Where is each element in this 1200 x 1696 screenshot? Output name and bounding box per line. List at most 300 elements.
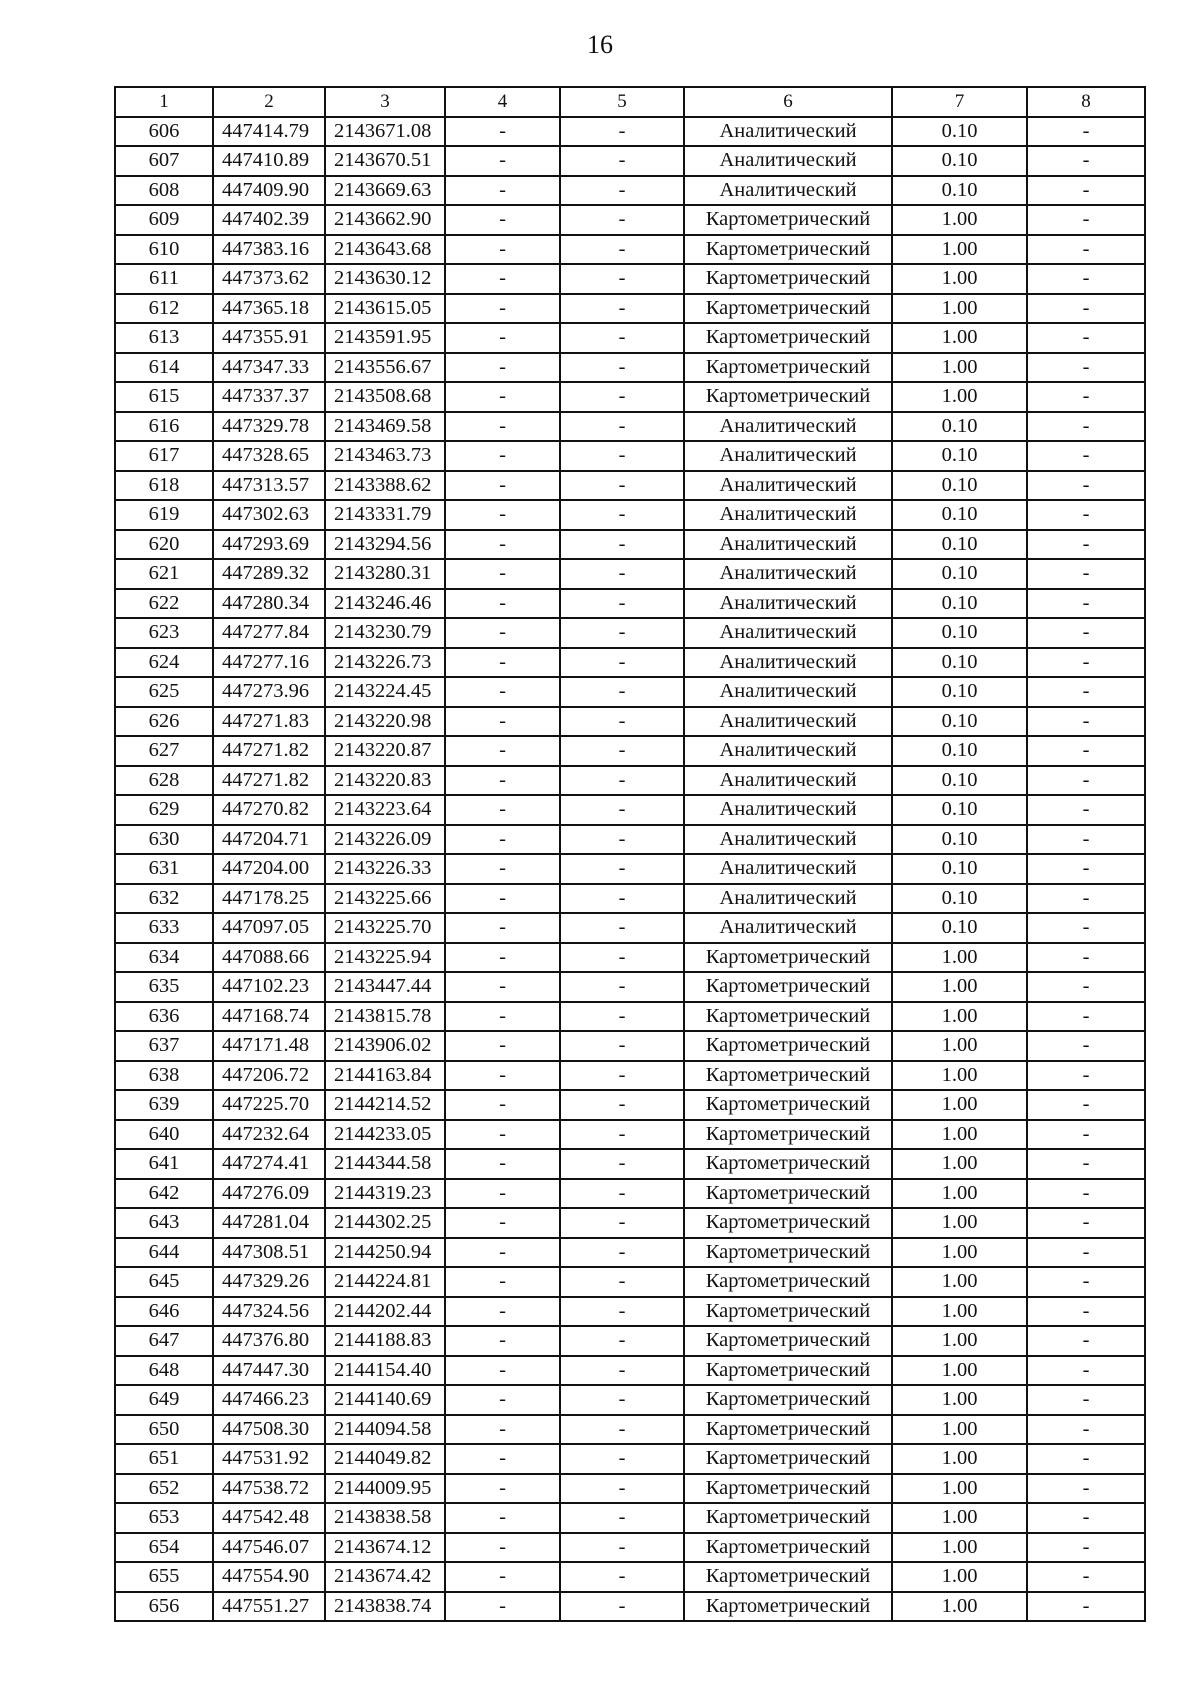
column-4-cell: - [445, 1385, 560, 1415]
method-cell: Картометрический [684, 1149, 892, 1179]
x-coordinate-cell: 447373.62 [213, 264, 325, 294]
y-coordinate-cell: 2143224.45 [325, 677, 445, 707]
method-cell: Картометрический [684, 1326, 892, 1356]
point-number-cell: 615 [115, 382, 213, 412]
column-4-cell: - [445, 1120, 560, 1150]
x-coordinate-cell: 447324.56 [213, 1297, 325, 1327]
y-coordinate-cell: 2143246.46 [325, 589, 445, 619]
accuracy-cell: 0.10 [892, 736, 1027, 766]
y-coordinate-cell: 2143226.33 [325, 854, 445, 884]
column-8-cell: - [1027, 1031, 1145, 1061]
accuracy-cell: 0.10 [892, 766, 1027, 796]
column-8-cell: - [1027, 913, 1145, 943]
column-8-cell: - [1027, 205, 1145, 235]
table-row [115, 323, 1145, 353]
column-8-cell: - [1027, 825, 1145, 855]
column-8-cell: - [1027, 1562, 1145, 1592]
y-coordinate-cell: 2144319.23 [325, 1179, 445, 1209]
accuracy-cell: 1.00 [892, 235, 1027, 265]
column-8-cell: - [1027, 1503, 1145, 1533]
x-coordinate-cell: 447308.51 [213, 1238, 325, 1268]
point-number-cell: 634 [115, 943, 213, 973]
column-5-cell: - [560, 441, 684, 471]
x-coordinate-cell: 447171.48 [213, 1031, 325, 1061]
x-coordinate-cell: 447206.72 [213, 1061, 325, 1091]
table-row [115, 235, 1145, 265]
y-coordinate-cell: 2143662.90 [325, 205, 445, 235]
y-coordinate-cell: 2144302.25 [325, 1208, 445, 1238]
table-row [115, 677, 1145, 707]
y-coordinate-cell: 2143280.31 [325, 559, 445, 589]
column-4-cell: - [445, 1267, 560, 1297]
table-row [115, 353, 1145, 383]
accuracy-cell: 0.10 [892, 471, 1027, 501]
column-8-cell: - [1027, 1326, 1145, 1356]
y-coordinate-cell: 2143225.94 [325, 943, 445, 973]
accuracy-cell: 1.00 [892, 1090, 1027, 1120]
method-cell: Аналитический [684, 913, 892, 943]
column-4-cell: - [445, 382, 560, 412]
x-coordinate-cell: 447402.39 [213, 205, 325, 235]
point-number-cell: 621 [115, 559, 213, 589]
table-row [115, 1120, 1145, 1150]
x-coordinate-cell: 447329.26 [213, 1267, 325, 1297]
method-cell: Аналитический [684, 176, 892, 206]
method-cell: Аналитический [684, 884, 892, 914]
y-coordinate-cell: 2143447.44 [325, 972, 445, 1002]
y-coordinate-cell: 2143226.73 [325, 648, 445, 678]
column-8-cell: - [1027, 1120, 1145, 1150]
column-5-cell: - [560, 589, 684, 619]
table-row [115, 854, 1145, 884]
x-coordinate-cell: 447337.37 [213, 382, 325, 412]
point-number-cell: 623 [115, 618, 213, 648]
point-number-cell: 626 [115, 707, 213, 737]
column-4-cell: - [445, 471, 560, 501]
point-number-cell: 653 [115, 1503, 213, 1533]
point-number-cell: 607 [115, 146, 213, 176]
table-row [115, 1238, 1145, 1268]
column-5-cell: - [560, 235, 684, 265]
table-row [115, 1208, 1145, 1238]
method-cell: Картометрический [684, 382, 892, 412]
method-cell: Аналитический [684, 825, 892, 855]
method-cell: Аналитический [684, 736, 892, 766]
point-number-cell: 638 [115, 1061, 213, 1091]
table-header-row [115, 87, 1145, 117]
column-4-cell: - [445, 1415, 560, 1445]
table-row [115, 117, 1145, 147]
y-coordinate-cell: 2144250.94 [325, 1238, 445, 1268]
table-row [115, 972, 1145, 1002]
column-4-cell: - [445, 294, 560, 324]
column-5-cell: - [560, 913, 684, 943]
point-number-cell: 649 [115, 1385, 213, 1415]
accuracy-cell: 1.00 [892, 294, 1027, 324]
table-row [115, 943, 1145, 973]
page-number: 16 [587, 30, 613, 59]
column-8-cell: - [1027, 1002, 1145, 1032]
table-row [115, 205, 1145, 235]
point-number-cell: 622 [115, 589, 213, 619]
column-header: 4 [445, 87, 560, 117]
column-5-cell: - [560, 530, 684, 560]
y-coordinate-cell: 2143838.74 [325, 1592, 445, 1622]
method-cell: Аналитический [684, 117, 892, 147]
point-number-cell: 620 [115, 530, 213, 560]
column-5-cell: - [560, 1592, 684, 1622]
y-coordinate-cell: 2143674.42 [325, 1562, 445, 1592]
y-coordinate-cell: 2143294.56 [325, 530, 445, 560]
table-row [115, 736, 1145, 766]
accuracy-cell: 1.00 [892, 353, 1027, 383]
x-coordinate-cell: 447347.33 [213, 353, 325, 383]
column-5-cell: - [560, 323, 684, 353]
column-8-cell: - [1027, 589, 1145, 619]
accuracy-cell: 1.00 [892, 1149, 1027, 1179]
point-number-cell: 606 [115, 117, 213, 147]
point-number-cell: 630 [115, 825, 213, 855]
column-5-cell: - [560, 1208, 684, 1238]
table-row [115, 618, 1145, 648]
column-4-cell: - [445, 176, 560, 206]
y-coordinate-cell: 2143508.68 [325, 382, 445, 412]
point-number-cell: 654 [115, 1533, 213, 1563]
column-5-cell: - [560, 825, 684, 855]
x-coordinate-cell: 447102.23 [213, 972, 325, 1002]
point-number-cell: 639 [115, 1090, 213, 1120]
column-5-cell: - [560, 618, 684, 648]
table-row [115, 1533, 1145, 1563]
method-cell: Картометрический [684, 1444, 892, 1474]
column-5-cell: - [560, 943, 684, 973]
accuracy-cell: 1.00 [892, 382, 1027, 412]
point-number-cell: 611 [115, 264, 213, 294]
column-5-cell: - [560, 736, 684, 766]
x-coordinate-cell: 447088.66 [213, 943, 325, 973]
point-number-cell: 641 [115, 1149, 213, 1179]
method-cell: Картометрический [684, 264, 892, 294]
method-cell: Картометрический [684, 1297, 892, 1327]
column-header: 3 [325, 87, 445, 117]
x-coordinate-cell: 447531.92 [213, 1444, 325, 1474]
accuracy-cell: 1.00 [892, 323, 1027, 353]
y-coordinate-cell: 2143671.08 [325, 117, 445, 147]
column-4-cell: - [445, 648, 560, 678]
point-number-cell: 650 [115, 1415, 213, 1445]
method-cell: Картометрический [684, 323, 892, 353]
x-coordinate-cell: 447542.48 [213, 1503, 325, 1533]
method-cell: Картометрический [684, 1356, 892, 1386]
point-number-cell: 637 [115, 1031, 213, 1061]
column-8-cell: - [1027, 677, 1145, 707]
table-row [115, 1562, 1145, 1592]
point-number-cell: 642 [115, 1179, 213, 1209]
point-number-cell: 645 [115, 1267, 213, 1297]
column-8-cell: - [1027, 323, 1145, 353]
column-8-cell: - [1027, 884, 1145, 914]
point-number-cell: 656 [115, 1592, 213, 1622]
table-row [115, 1031, 1145, 1061]
y-coordinate-cell: 2143223.64 [325, 795, 445, 825]
point-number-cell: 619 [115, 500, 213, 530]
method-cell: Картометрический [684, 1031, 892, 1061]
column-4-cell: - [445, 1031, 560, 1061]
table-row [115, 264, 1145, 294]
column-8-cell: - [1027, 382, 1145, 412]
point-number-cell: 608 [115, 176, 213, 206]
column-8-cell: - [1027, 500, 1145, 530]
column-header: 7 [892, 87, 1027, 117]
column-4-cell: - [445, 1503, 560, 1533]
point-number-cell: 651 [115, 1444, 213, 1474]
accuracy-cell: 1.00 [892, 205, 1027, 235]
column-8-cell: - [1027, 943, 1145, 973]
column-8-cell: - [1027, 1149, 1145, 1179]
column-4-cell: - [445, 146, 560, 176]
method-cell: Картометрический [684, 1474, 892, 1504]
x-coordinate-cell: 447232.64 [213, 1120, 325, 1150]
column-4-cell: - [445, 1444, 560, 1474]
point-number-cell: 636 [115, 1002, 213, 1032]
point-number-cell: 644 [115, 1238, 213, 1268]
accuracy-cell: 0.10 [892, 677, 1027, 707]
y-coordinate-cell: 2143815.78 [325, 1002, 445, 1032]
method-cell: Аналитический [684, 766, 892, 796]
table-row [115, 1356, 1145, 1386]
x-coordinate-cell: 447273.96 [213, 677, 325, 707]
column-4-cell: - [445, 913, 560, 943]
column-8-cell: - [1027, 559, 1145, 589]
column-8-cell: - [1027, 1592, 1145, 1622]
accuracy-cell: 1.00 [892, 1385, 1027, 1415]
column-8-cell: - [1027, 854, 1145, 884]
x-coordinate-cell: 447097.05 [213, 913, 325, 943]
column-5-cell: - [560, 264, 684, 294]
point-number-cell: 612 [115, 294, 213, 324]
y-coordinate-cell: 2143615.05 [325, 294, 445, 324]
x-coordinate-cell: 447271.82 [213, 766, 325, 796]
point-number-cell: 633 [115, 913, 213, 943]
column-header: 6 [684, 87, 892, 117]
column-8-cell: - [1027, 146, 1145, 176]
column-5-cell: - [560, 766, 684, 796]
point-number-cell: 648 [115, 1356, 213, 1386]
column-header: 5 [560, 87, 684, 117]
accuracy-cell: 0.10 [892, 648, 1027, 678]
y-coordinate-cell: 2144140.69 [325, 1385, 445, 1415]
table-row [115, 1385, 1145, 1415]
y-coordinate-cell: 2144154.40 [325, 1356, 445, 1386]
x-coordinate-cell: 447383.16 [213, 235, 325, 265]
x-coordinate-cell: 447277.16 [213, 648, 325, 678]
column-8-cell: - [1027, 1474, 1145, 1504]
x-coordinate-cell: 447554.90 [213, 1562, 325, 1592]
column-5-cell: - [560, 1238, 684, 1268]
column-8-cell: - [1027, 441, 1145, 471]
column-5-cell: - [560, 1533, 684, 1563]
point-number-cell: 614 [115, 353, 213, 383]
column-4-cell: - [445, 117, 560, 147]
column-4-cell: - [445, 205, 560, 235]
table-row [115, 1267, 1145, 1297]
column-5-cell: - [560, 382, 684, 412]
x-coordinate-cell: 447551.27 [213, 1592, 325, 1622]
accuracy-cell: 0.10 [892, 589, 1027, 619]
x-coordinate-cell: 447178.25 [213, 884, 325, 914]
y-coordinate-cell: 2144214.52 [325, 1090, 445, 1120]
x-coordinate-cell: 447409.90 [213, 176, 325, 206]
y-coordinate-cell: 2144233.05 [325, 1120, 445, 1150]
method-cell: Картометрический [684, 972, 892, 1002]
accuracy-cell: 0.10 [892, 795, 1027, 825]
column-4-cell: - [445, 1297, 560, 1327]
y-coordinate-cell: 2143220.83 [325, 766, 445, 796]
y-coordinate-cell: 2143469.58 [325, 412, 445, 442]
method-cell: Аналитический [684, 707, 892, 737]
method-cell: Картометрический [684, 235, 892, 265]
column-5-cell: - [560, 412, 684, 442]
column-8-cell: - [1027, 530, 1145, 560]
method-cell: Аналитический [684, 589, 892, 619]
column-5-cell: - [560, 1002, 684, 1032]
accuracy-cell: 0.10 [892, 825, 1027, 855]
method-cell: Картометрический [684, 1503, 892, 1533]
accuracy-cell: 0.10 [892, 854, 1027, 884]
table-row [115, 1592, 1145, 1622]
x-coordinate-cell: 447329.78 [213, 412, 325, 442]
method-cell: Картометрический [684, 205, 892, 235]
column-4-cell: - [445, 323, 560, 353]
column-5-cell: - [560, 1503, 684, 1533]
column-5-cell: - [560, 1297, 684, 1327]
accuracy-cell: 1.00 [892, 1120, 1027, 1150]
accuracy-cell: 1.00 [892, 1208, 1027, 1238]
column-4-cell: - [445, 559, 560, 589]
column-5-cell: - [560, 500, 684, 530]
column-8-cell: - [1027, 176, 1145, 206]
column-8-cell: - [1027, 471, 1145, 501]
x-coordinate-cell: 447270.82 [213, 795, 325, 825]
column-8-cell: - [1027, 648, 1145, 678]
y-coordinate-cell: 2143225.70 [325, 913, 445, 943]
column-4-cell: - [445, 884, 560, 914]
point-number-cell: 635 [115, 972, 213, 1002]
point-number-cell: 655 [115, 1562, 213, 1592]
x-coordinate-cell: 447414.79 [213, 117, 325, 147]
y-coordinate-cell: 2144049.82 [325, 1444, 445, 1474]
x-coordinate-cell: 447376.80 [213, 1326, 325, 1356]
x-coordinate-cell: 447274.41 [213, 1149, 325, 1179]
accuracy-cell: 0.10 [892, 707, 1027, 737]
point-number-cell: 625 [115, 677, 213, 707]
x-coordinate-cell: 447447.30 [213, 1356, 325, 1386]
method-cell: Картометрический [684, 1562, 892, 1592]
column-8-cell: - [1027, 1061, 1145, 1091]
method-cell: Картометрический [684, 1267, 892, 1297]
column-header: 8 [1027, 87, 1145, 117]
x-coordinate-cell: 447328.65 [213, 441, 325, 471]
table-row [115, 1061, 1145, 1091]
x-coordinate-cell: 447538.72 [213, 1474, 325, 1504]
x-coordinate-cell: 447365.18 [213, 294, 325, 324]
table-row [115, 1149, 1145, 1179]
point-number-cell: 652 [115, 1474, 213, 1504]
column-5-cell: - [560, 854, 684, 884]
column-4-cell: - [445, 1149, 560, 1179]
column-5-cell: - [560, 294, 684, 324]
y-coordinate-cell: 2144344.58 [325, 1149, 445, 1179]
y-coordinate-cell: 2144224.81 [325, 1267, 445, 1297]
column-5-cell: - [560, 795, 684, 825]
column-8-cell: - [1027, 353, 1145, 383]
column-4-cell: - [445, 618, 560, 648]
x-coordinate-cell: 447281.04 [213, 1208, 325, 1238]
column-5-cell: - [560, 648, 684, 678]
method-cell: Аналитический [684, 648, 892, 678]
column-5-cell: - [560, 1356, 684, 1386]
method-cell: Аналитический [684, 146, 892, 176]
column-4-cell: - [445, 972, 560, 1002]
y-coordinate-cell: 2144188.83 [325, 1326, 445, 1356]
column-5-cell: - [560, 884, 684, 914]
table-row [115, 884, 1145, 914]
point-number-cell: 646 [115, 1297, 213, 1327]
column-4-cell: - [445, 1061, 560, 1091]
y-coordinate-cell: 2144094.58 [325, 1415, 445, 1445]
accuracy-cell: 1.00 [892, 1444, 1027, 1474]
column-8-cell: - [1027, 235, 1145, 265]
y-coordinate-cell: 2143674.12 [325, 1533, 445, 1563]
accuracy-cell: 1.00 [892, 1297, 1027, 1327]
table-row [115, 176, 1145, 206]
method-cell: Аналитический [684, 618, 892, 648]
y-coordinate-cell: 2143230.79 [325, 618, 445, 648]
point-number-cell: 640 [115, 1120, 213, 1150]
method-cell: Аналитический [684, 500, 892, 530]
method-cell: Аналитический [684, 854, 892, 884]
column-4-cell: - [445, 1356, 560, 1386]
point-number-cell: 617 [115, 441, 213, 471]
column-5-cell: - [560, 1120, 684, 1150]
accuracy-cell: 1.00 [892, 1474, 1027, 1504]
accuracy-cell: 1.00 [892, 1592, 1027, 1622]
y-coordinate-cell: 2144009.95 [325, 1474, 445, 1504]
y-coordinate-cell: 2143226.09 [325, 825, 445, 855]
accuracy-cell: 0.10 [892, 530, 1027, 560]
column-5-cell: - [560, 146, 684, 176]
x-coordinate-cell: 447271.82 [213, 736, 325, 766]
column-4-cell: - [445, 943, 560, 973]
table-row [115, 1179, 1145, 1209]
x-coordinate-cell: 447204.00 [213, 854, 325, 884]
column-8-cell: - [1027, 1238, 1145, 1268]
y-coordinate-cell: 2143630.12 [325, 264, 445, 294]
point-number-cell: 629 [115, 795, 213, 825]
point-number-cell: 618 [115, 471, 213, 501]
method-cell: Картометрический [684, 1592, 892, 1622]
point-number-cell: 647 [115, 1326, 213, 1356]
method-cell: Картометрический [684, 1385, 892, 1415]
column-4-cell: - [445, 1090, 560, 1120]
column-4-cell: - [445, 235, 560, 265]
x-coordinate-cell: 447271.83 [213, 707, 325, 737]
column-5-cell: - [560, 471, 684, 501]
x-coordinate-cell: 447410.89 [213, 146, 325, 176]
column-4-cell: - [445, 795, 560, 825]
column-8-cell: - [1027, 707, 1145, 737]
accuracy-cell: 1.00 [892, 264, 1027, 294]
